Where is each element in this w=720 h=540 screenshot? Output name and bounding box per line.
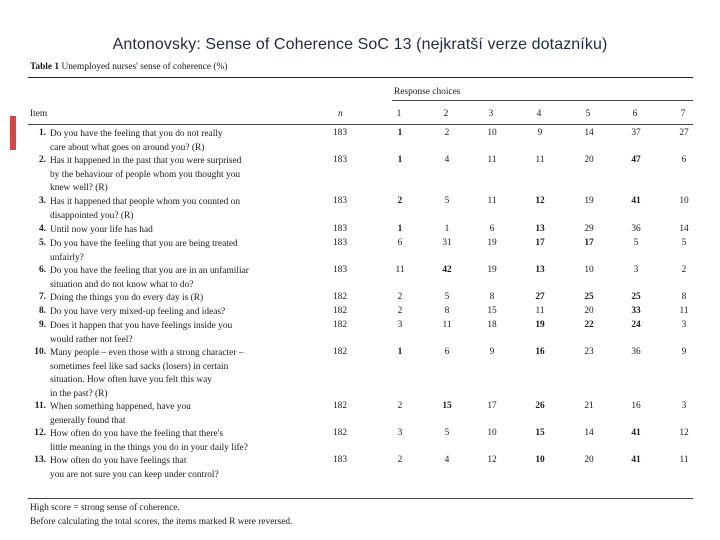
cell-choice-7: 6 — [681, 155, 687, 165]
cell-n: 183 — [332, 155, 348, 165]
table-caption-text: Unemployed nurses' sense of coherence (%) — [61, 62, 228, 72]
cell-choice-4: 12 — [535, 196, 545, 206]
item-question — [50, 320, 350, 347]
header-choice-2: 2 — [443, 109, 449, 119]
item-question — [50, 265, 350, 292]
accent-bar — [10, 116, 16, 150]
cell-choice-4: 19 — [535, 320, 545, 330]
cell-n: 183 — [332, 238, 348, 248]
cell-choice-1: 1 — [397, 155, 403, 165]
item-question — [50, 347, 350, 401]
cell-choice-6: 41 — [631, 428, 641, 438]
item-question-line: Do you have the feeling that you do not really — [50, 129, 223, 139]
cell-choice-4: 26 — [535, 401, 545, 411]
item-question — [50, 196, 350, 223]
item-question-line: How often do you have the feeling that there's — [50, 429, 223, 439]
item-question-line: Many people – even those with a strong character – — [50, 348, 244, 358]
item-number: 8. — [38, 306, 46, 316]
cell-choice-3: 19 — [487, 238, 497, 248]
cell-choice-2: 5 — [444, 196, 450, 206]
item-number: 13. — [34, 455, 46, 465]
cell-choice-5: 20 — [584, 306, 594, 316]
cell-choice-4: 17 — [535, 238, 545, 248]
cell-choice-4: 27 — [535, 292, 545, 302]
cell-choice-3: 10 — [487, 128, 497, 138]
cell-choice-2: 1 — [444, 224, 450, 234]
item-question — [50, 128, 350, 155]
item-number: 11. — [34, 401, 46, 411]
cell-choice-5: 20 — [584, 155, 594, 165]
item-number: 6. — [38, 265, 46, 275]
response-choices-rule — [392, 100, 693, 101]
cell-choice-5: 17 — [584, 238, 594, 248]
item-number: 9. — [38, 320, 46, 330]
item-question-line: Doing the things you do every day is (R) — [50, 293, 204, 303]
item-number: 3. — [38, 196, 46, 206]
cell-choice-7: 3 — [681, 320, 687, 330]
item-question-line: by the behaviour of people whom you thought you — [50, 169, 241, 180]
item-question-line: Does it happen that you have feelings inside you — [50, 321, 233, 331]
cell-choice-7: 11 — [679, 306, 689, 316]
cell-choice-1: 6 — [397, 238, 403, 248]
cell-choice-1: 2 — [397, 401, 403, 411]
item-number: 5. — [38, 238, 46, 248]
table-bottom-rule — [28, 498, 693, 499]
item-question-line: Do you have very mixed-up feeling and ideas? — [50, 307, 226, 317]
cell-choice-7: 2 — [681, 265, 687, 275]
item-question-line: How often do you have feelings that — [50, 456, 187, 466]
cell-choice-6: 33 — [631, 306, 641, 316]
item-question-line: Do you have the feeling that you are in an unfamiliar — [50, 266, 249, 276]
item-number: 12. — [34, 428, 46, 438]
item-question — [50, 306, 350, 320]
item-question-line: situation and do not know what to do? — [50, 279, 194, 290]
cell-choice-2: 11 — [442, 320, 452, 330]
cell-choice-5: 23 — [584, 347, 594, 357]
cell-choice-3: 6 — [489, 224, 495, 234]
cell-choice-2: 31 — [442, 238, 452, 248]
cell-choice-7: 27 — [679, 128, 689, 138]
item-question — [50, 224, 350, 238]
cell-choice-3: 19 — [487, 265, 497, 275]
item-question-line: Do you have the feeling that you are being treated — [50, 239, 238, 249]
item-question-line: little meaning in the things you do in your daily life? — [50, 442, 248, 453]
cell-choice-1: 2 — [397, 455, 403, 465]
item-question-line: would rather not feel? — [50, 334, 133, 345]
cell-choice-4: 11 — [535, 155, 545, 165]
cell-choice-6: 37 — [631, 128, 641, 138]
cell-choice-3: 8 — [489, 292, 495, 302]
cell-choice-4: 9 — [537, 128, 543, 138]
cell-choice-5: 25 — [584, 292, 594, 302]
header-choice-1: 1 — [396, 109, 402, 119]
cell-choice-5: 14 — [584, 128, 594, 138]
cell-choice-7: 11 — [679, 455, 689, 465]
cell-choice-6: 16 — [631, 401, 641, 411]
cell-choice-2: 4 — [444, 455, 450, 465]
cell-choice-7: 8 — [681, 292, 687, 302]
cell-choice-7: 9 — [681, 347, 687, 357]
table-top-rule — [28, 77, 693, 78]
cell-choice-3: 15 — [487, 306, 497, 316]
cell-n: 182 — [332, 347, 348, 357]
cell-choice-7: 10 — [679, 196, 689, 206]
footnote-scoring: High score = strong sense of coherence. — [30, 503, 180, 513]
cell-choice-1: 1 — [397, 224, 403, 234]
cell-n: 182 — [332, 306, 348, 316]
cell-choice-6: 24 — [631, 320, 641, 330]
item-question — [50, 428, 350, 455]
cell-choice-4: 13 — [535, 265, 545, 275]
cell-n: 182 — [332, 401, 348, 411]
cell-choice-3: 10 — [487, 428, 497, 438]
cell-choice-2: 15 — [442, 401, 452, 411]
cell-choice-1: 11 — [395, 265, 405, 275]
cell-n: 183 — [332, 128, 348, 138]
header-choice-7: 7 — [680, 109, 686, 119]
table-caption — [30, 62, 227, 72]
cell-choice-3: 17 — [487, 401, 497, 411]
item-question — [50, 292, 350, 306]
item-question — [50, 455, 350, 482]
cell-choice-2: 5 — [444, 428, 450, 438]
header-choice-3: 3 — [488, 109, 494, 119]
item-question — [50, 238, 350, 265]
cell-choice-1: 1 — [397, 128, 403, 138]
cell-choice-5: 21 — [584, 401, 594, 411]
item-question — [50, 401, 350, 428]
header-bottom-rule — [28, 124, 693, 125]
item-question-line: When something happened, have you — [50, 402, 191, 412]
header-choice-5: 5 — [585, 109, 591, 119]
item-question-line: unfairly? — [50, 252, 84, 263]
item-question-line: situation. How often have you felt this way — [50, 375, 212, 386]
item-question-line: you are not sure you can keep under control? — [50, 469, 219, 480]
cell-n: 183 — [332, 224, 348, 234]
cell-choice-1: 3 — [397, 320, 403, 330]
item-question-line: knew well? (R) — [50, 183, 108, 194]
item-question-line: Has it happened that people whom you counted on — [50, 197, 241, 207]
cell-choice-2: 42 — [442, 265, 452, 275]
cell-n: 182 — [332, 320, 348, 330]
cell-choice-5: 22 — [584, 320, 594, 330]
cell-choice-1: 1 — [397, 347, 403, 357]
item-question-line: generally found that — [50, 415, 126, 426]
item-number: 10. — [34, 347, 46, 357]
cell-choice-3: 11 — [487, 155, 497, 165]
item-number: 4. — [38, 224, 46, 234]
header-choice-6: 6 — [632, 109, 638, 119]
header-item: Item — [30, 109, 48, 119]
cell-choice-4: 16 — [535, 347, 545, 357]
cell-choice-4: 13 — [535, 224, 545, 234]
cell-choice-6: 47 — [631, 155, 641, 165]
item-question-line: Has it happened in the past that you were surprised — [50, 156, 242, 166]
table-caption-label: Table 1 — [30, 62, 60, 72]
item-question — [50, 155, 350, 196]
cell-choice-7: 5 — [681, 238, 687, 248]
header-n: n — [338, 109, 343, 119]
cell-choice-2: 2 — [444, 128, 450, 138]
cell-n: 182 — [332, 292, 348, 302]
cell-choice-5: 19 — [584, 196, 594, 206]
cell-choice-2: 4 — [444, 155, 450, 165]
cell-n: 183 — [332, 455, 348, 465]
slide-title: Antonovsky: Sense of Coherence SoC 13 (nejkratší verze dotazníku) — [112, 36, 608, 53]
cell-choice-6: 25 — [631, 292, 641, 302]
footnote-reversed: Before calculating the total scores, the items marked R were reversed. — [30, 517, 293, 527]
cell-choice-3: 11 — [487, 196, 497, 206]
cell-choice-4: 10 — [535, 455, 545, 465]
table-figure — [28, 62, 693, 532]
cell-choice-2: 5 — [444, 292, 450, 302]
header-choice-4: 4 — [536, 109, 542, 119]
cell-choice-6: 3 — [633, 265, 639, 275]
cell-choice-2: 8 — [444, 306, 450, 316]
cell-choice-7: 3 — [681, 401, 687, 411]
cell-n: 183 — [332, 196, 348, 206]
item-question-line: Until now your life has had — [50, 225, 153, 235]
cell-choice-6: 41 — [631, 196, 641, 206]
cell-choice-6: 41 — [631, 455, 641, 465]
cell-choice-7: 12 — [679, 428, 689, 438]
item-question-line: disappointed you? (R) — [50, 210, 134, 221]
cell-choice-5: 10 — [584, 265, 594, 275]
item-number: 1. — [38, 128, 46, 138]
item-question-line: in the past? (R) — [50, 388, 108, 399]
cell-choice-1: 2 — [397, 306, 403, 316]
item-question-line: sometimes feel like sad sacks (losers) in certain — [50, 361, 229, 372]
item-number: 7. — [38, 292, 46, 302]
item-question-line: care about what goes on around you? (R) — [50, 142, 205, 153]
cell-choice-7: 14 — [679, 224, 689, 234]
cell-choice-3: 18 — [487, 320, 497, 330]
cell-choice-2: 6 — [444, 347, 450, 357]
item-number: 2. — [38, 155, 46, 165]
cell-choice-4: 11 — [535, 306, 545, 316]
cell-choice-1: 2 — [397, 292, 403, 302]
cell-n: 183 — [332, 265, 348, 275]
cell-choice-6: 36 — [631, 347, 641, 357]
cell-choice-5: 20 — [584, 455, 594, 465]
cell-choice-3: 12 — [487, 455, 497, 465]
cell-n: 182 — [332, 428, 348, 438]
cell-choice-3: 9 — [489, 347, 495, 357]
cell-choice-4: 15 — [535, 428, 545, 438]
cell-choice-5: 14 — [584, 428, 594, 438]
cell-choice-6: 5 — [633, 238, 639, 248]
cell-choice-5: 29 — [584, 224, 594, 234]
cell-choice-1: 2 — [397, 196, 403, 206]
response-choices-label: Response choices — [394, 87, 461, 97]
cell-choice-1: 3 — [397, 428, 403, 438]
cell-choice-6: 36 — [631, 224, 641, 234]
